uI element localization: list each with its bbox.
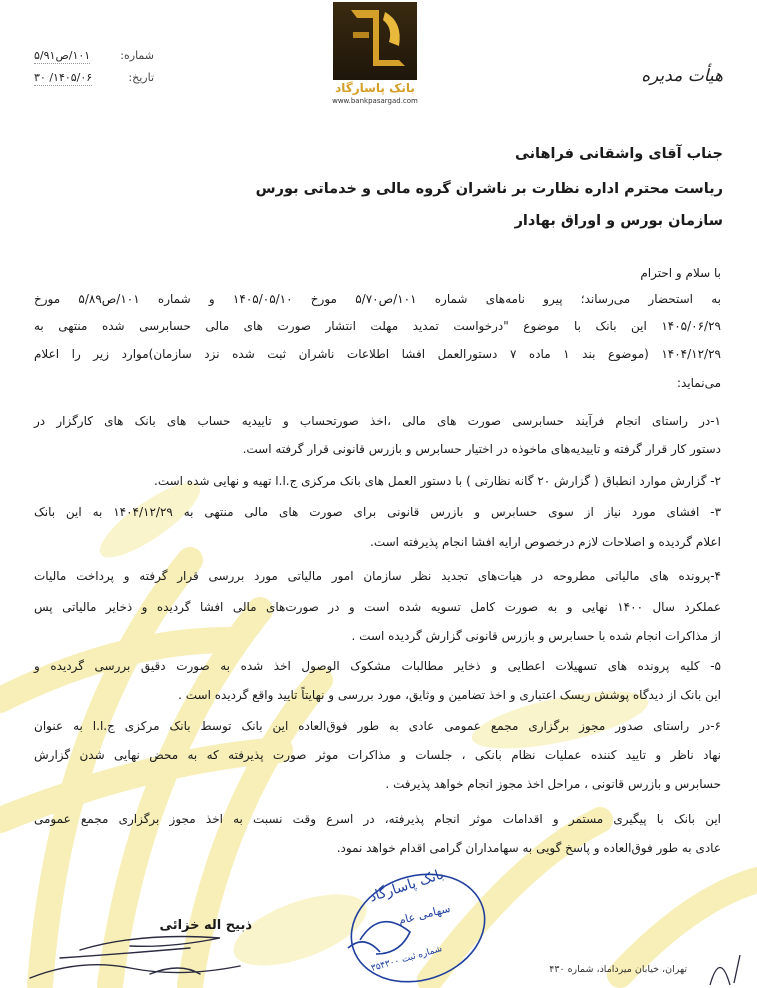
- item-6-line: حسابرس و بازرس قانونی ، مراحل اخذ مجوز انجام خواهد پذیرفت .: [385, 777, 721, 791]
- recipient-name: جناب آقای واشقانی فراهانی: [514, 146, 723, 162]
- stamp-bank-name: بانک پاسارگاد: [367, 866, 446, 906]
- bank-logo: [333, 2, 417, 80]
- recipient-title: ریاست محترم اداره نظارت بر ناشران گروه مالی و خدماتی بورس: [255, 181, 723, 197]
- closing-line: عادی به طور فوق‌العاده و پاسخ گویی به سهامداران گرامی اقدام خواهد نمود.: [336, 841, 721, 855]
- letter-number-row: [34, 48, 154, 64]
- item-1-line: دستور کار قرار گرفته و تاییدیه‌های ماخوذه در اختیار حسابرس و بازرس قانونی قرار گرفته است.: [242, 442, 721, 456]
- closing-line: این بانک با پیگیری مستمر و اقدامات موثر انجام پذیرفته، در اسرع وقت نسبت به اخذ مجوز برگزاری مجمع عمومی: [34, 812, 721, 826]
- board-of-directors-label: هیأت مدیره: [641, 66, 723, 86]
- item-6-line: ۶-در راستای صدور مجوز برگزاری مجمع عمومی عادی به طور فوق‌العاده این بانک توسط بانک مرکزی ج.ا.ا به عنوان: [34, 719, 721, 733]
- item-1-line: ۱-در راستای انجام فرآیند حسابرسی صورت های مالی ،اخذ صورتحساب و تاییدیه حساب های بانک های کارگزار در: [34, 414, 721, 428]
- letter-number-label: شماره:: [120, 49, 154, 62]
- letter-date-label: تاریخ:: [128, 71, 154, 84]
- bank-logo-label: بانک پاسارگاد: [335, 81, 415, 95]
- item-5-line: ۵- کلیه پرونده های تسهیلات اعطایی و ذخایر مطالبات مشکوک الوصول اخذ شده به صورت دقیق بررسی گردیده و: [34, 659, 721, 673]
- item-2-line: ۲- گزارش موارد انطباق ( گزارش ۲۰ گانه نظارتی ) با دستور العمل های بانک مرکزی ج.ا.ا تهیه و نهایی شده است.: [154, 474, 721, 488]
- signatory-name: ذبیح اله خزائی: [159, 918, 252, 933]
- item-4-line: عملکرد سال ۱۴۰۰ نهایی و به صورت کامل تسویه شده است و در صورت‌های مالی افشا گردیده و ذخایر مالیاتی پس: [34, 600, 721, 614]
- recipient-organization: سازمان بورس و اوراق بهادار: [514, 213, 723, 229]
- item-3-line: ۳- افشای مورد نیاز از سوی حسابرس و بازرس قانونی برای صورت های مالی منتهی به ۱۴۰۴/۱۲/۲۹ به این بانک: [34, 505, 722, 519]
- stamp-company-type: سهامی عام: [397, 901, 452, 928]
- intro-line: به استحضار می‌رساند؛ پیرو نامه‌های شماره ۱۰۱/ص۵/۷۰ مورخ ۱۴۰۵/۰۵/۱۰ و شماره ۱۰۱/ص۵/۸۹ مورخ: [34, 292, 722, 306]
- intro-line: ۱۴۰۵/۰۶/۲۹ این بانک با موضوع "درخواست تمدید مهلت انتشار صورت های مالی حسابرسی شده منتهی به: [34, 319, 721, 333]
- footer-signature-mark-icon: [700, 945, 750, 988]
- item-6-line: نهاد ناظر و تایید کننده عملیات نظام بانکی ، جلسات و مذاکرات موثر صورت پذیرفته که به محض نهایی شدن گزارش: [34, 748, 721, 762]
- item-4-line: ۴-پرونده های مالیاتی مطروحه در هیات‌های تجدید نظر سازمان امور مالیاتی مورد بررسی قرار گرفته و پرداخت مالیات: [34, 569, 721, 583]
- intro-line: می‌نماید:: [676, 376, 721, 390]
- stamp-registration-number: شماره ثبت ۳۵۴۳۰۰: [370, 944, 444, 974]
- item-3-line: اعلام گردیده و اصلاحات لازم درخصوص ارایه افشا انجام پذیرفته است.: [370, 535, 721, 549]
- intro-line: ۱۴۰۴/۱۲/۲۹ (موضوع بند ۱ ماده ۷ دستورالعمل افشا اطلاعات ناشران ثبت شده نزد سازمان)موارد زیر را اعلام: [34, 347, 721, 361]
- greeting: با سلام و احترام: [640, 266, 721, 280]
- griffin-emblem-icon: [333, 2, 417, 80]
- letter-date-value: ۱۴۰۵/۰۶/ ۳۰: [34, 71, 93, 84]
- handwritten-signature-icon: [20, 918, 260, 988]
- bank-stamp: [340, 868, 490, 983]
- letter-number-value: ۱۰۱/ص۵/۹۱: [34, 49, 91, 62]
- item-4-line: از مذاکرات انجام شده با حسابرس و بازرس قانونی گزارش گردیده است .: [351, 629, 721, 643]
- item-5-line: این بانک از دیدگاه پوشش ریسک اعتباری و اخذ تضامین و وثایق، مورد بررسی و نهایتاً تایید واقع گردیده است .: [178, 688, 721, 702]
- footer-address: تهران، خیابان میرداماد، شماره ۴۳۰: [549, 964, 687, 975]
- letter-date-row: [34, 70, 154, 86]
- website-url: www.bankpasargad.com: [332, 97, 418, 105]
